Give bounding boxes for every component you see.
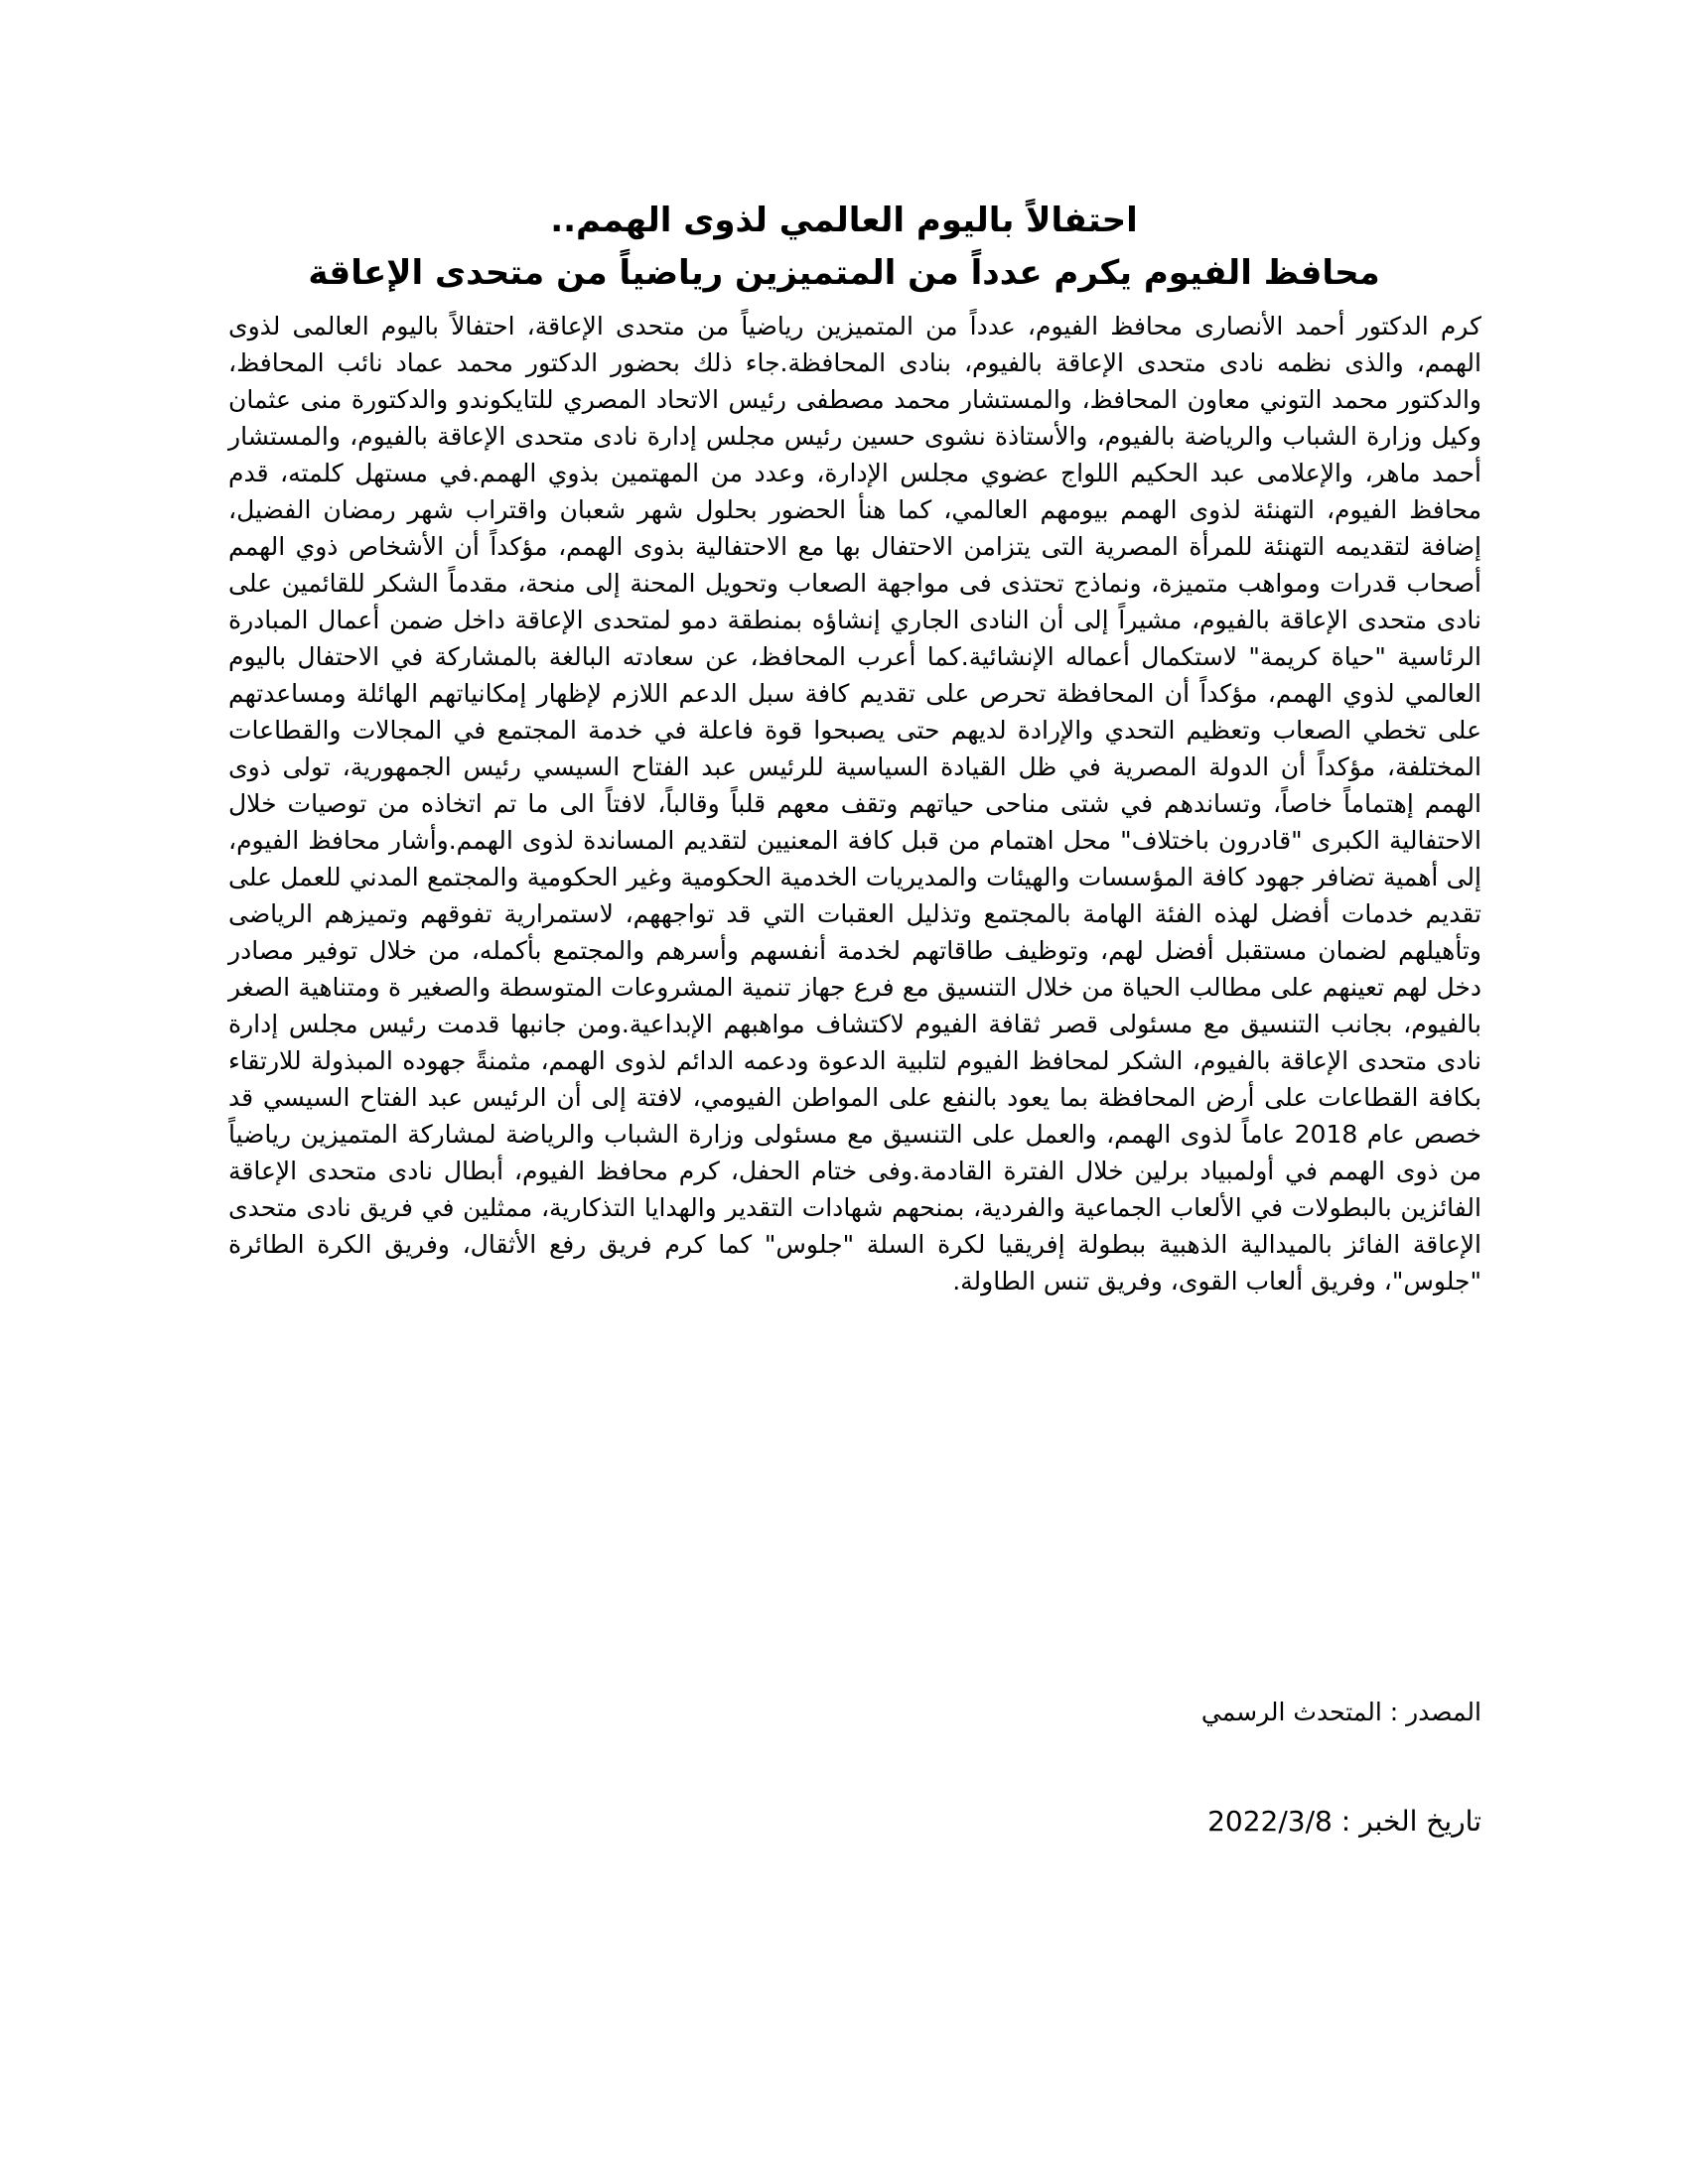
source-line: المصدر : المتحدث الرسمي: [1200, 1698, 1481, 1726]
headline-line-2: محافظ الفيوم يكرم عدداً من المتميزين رياضياً من متحدى الإعاقة: [308, 253, 1380, 293]
news-date: تاريخ الخبر : 2022/3/8: [1207, 1805, 1481, 1838]
headline-line-1: احتفالاً باليوم العالمي لذوى الهمم..: [550, 201, 1138, 240]
article-body: كرم الدكتور أحمد الأنصارى محافظ الفيوم، عدداً من المتميزين رياضياً من متحدى الإعاقة، احتفالاً باليوم العالمى لذوى الهمم، والذى نظمه نادى متحدى الإعاقة بالفيوم، بنادى المحافظة.جاء ذلك بحضور الدكتور محمد عماد نائب المحافظ، والدكتور محمد التوني معاون المحافظ، والمستشار محمد مصطفى رئيس الاتحاد المصري للتايكوندو والدكتورة منى عثمان وكيل وزارة الشباب والرياضة بالفيوم، والأستاذة نشوى حسين رئيس مجلس إدارة نادى متحدى الإعاقة بالفيوم، والمستشار أحمد ماهر، والإعلامى عبد الحكيم اللواج عضوي مجلس الإدارة، وعدد من المهتمين بذوي الهمم.في مستهل كلمته، قدم محافظ الفيوم، التهنئة لذوى الهمم بيومهم العالمي، كما هنأ الحضور بحلول شهر شعبان واقتراب شهر رمضان الفضيل، إضافة لتقديمه التهنئة للمرأة المصرية التى يتزامن الاحتفال بها مع الاحتفالية بذوى الهمم، مؤكداً أن الأشخاص ذوي الهمم أصحاب قدرات ومواهب متميزة، ونماذج تحتذى فى مواجهة الصعاب وتحويل المحنة إلى منحة، مقدماً الشكر للقائمين على نادى متحدى الإعاقة بالفيوم، مشيراً إلى أن النادى الجاري إنشاؤه بمنطقة دمو لمتحدى الإعاقة داخل ضمن أعمال المبادرة الرئاسية "حياة كريمة" لاستكمال أعماله الإنشائية.كما أعرب المحافظ، عن سعادته البالغة بالمشاركة في الاحتفال باليوم العالمي لذوي الهمم، مؤكداً أن المحافظة تحرص على تقديم كافة سبل الدعم اللازم لإظهار إمكانياتهم الهائلة ومساعدتهم على تخطي الصعاب وتعظيم التحدي والإرادة لديهم حتى يصبحوا قوة فاعلة في خدمة المجتمع في المجالات والقطاعات المختلفة، مؤكداً أن الدولة المصرية في ظل القيادة السياسية للرئيس عبد الفتاح السيسي رئيس الجمهورية، تولى ذوى الهمم إهتماماً خاصاً، وتساندهم في شتى مناحى حياتهم وتقف معهم قلباً وقالباً، لافتاً الى ما تم اتخاذه من توصيات خلال الاحتفالية الكبرى "قادرون باختلاف" محل اهتمام من قبل كافة المعنيين لتقديم المساندة لذوى الهمم.وأشار محافظ الفيوم، إلى أهمية تضافر جهود كافة المؤسسات والهيئات والمديريات الخدمية الحكومية وغير الحكومية والمجتمع المدني للعمل على تقديم خدمات أفضل لهذه الفئة الهامة بالمجتمع وتذليل العقبات التي قد تواجههم، لاستمرارية تفوقهم وتميزهم الرياضى وتأهيلهم لضمان مستقبل أفضل لهم، وتوظيف طاقاتهم لخدمة أنفسهم وأسرهم والمجتمع بأكمله، من خلال توفير مصادر دخل لهم تعينهم على مطالب الحياة من خلال التنسيق مع فرع جهاز تنمية المشروعات المتوسطة والصغير ة ومتناهية الصغر بالفيوم، بجانب التنسيق مع مسئولى قصر ثقافة الفيوم لاكتشاف مواهبهم الإبداعية.ومن جانبها قدمت رئيس مجلس إدارة نادى متحدى الإعاقة بالفيوم، الشكر لمحافظ الفيوم لتلبية الدعوة ودعمه الدائم لذوى الهمم، مثمنةً جهوده المبذولة للارتقاء بكافة القطاعات على أرض المحافظة بما يعود بالنفع على المواطن الفيومي، لافتة إلى أن الرئيس عبد الفتاح السيسي قد خصص عام 2018 عاماً لذوى الهمم، والعمل على التنسيق مع مسئولى وزارة الشباب والرياضة لمشاركة المتميزين رياضياً من ذوى الهمم في أولمبياد برلين خلال الفترة القادمة.وفى ختام الحفل، كرم محافظ الفيوم، أبطال نادى متحدى الإعاقة الفائزين بالبطولات في الألعاب الجماعية والفردية، بمنحهم شهادات التقدير والهدايا التذكارية، ممثلين في فريق نادى متحدى الإعاقة الفائز بالميدالية الذهبية ببطولة إفريقيا لكرة السلة "جلوس" كما كرم فريق رفع الأثقال، وفريق الكرة الطائرة "جلوس"، وفريق ألعاب القوى، وفريق تنس الطاولة.: [228, 312, 1481, 1296]
